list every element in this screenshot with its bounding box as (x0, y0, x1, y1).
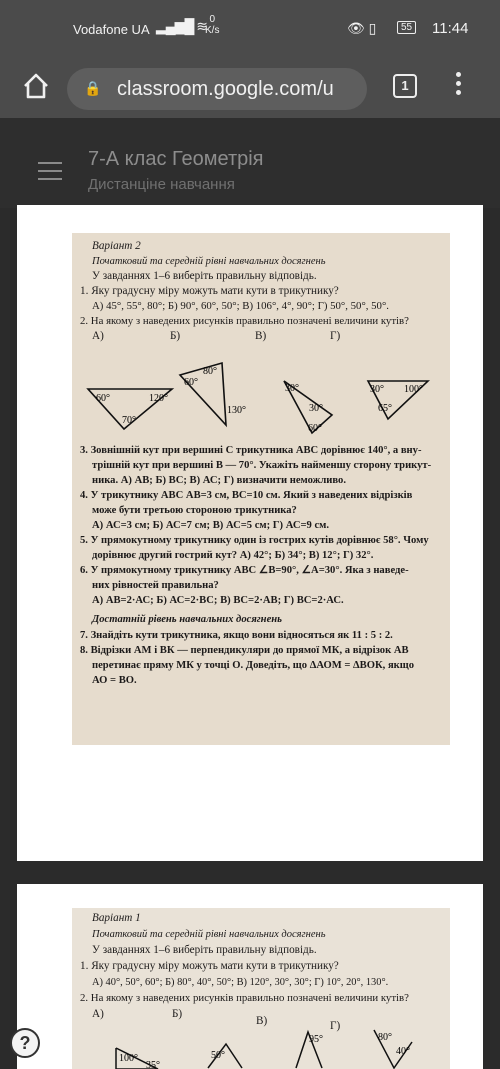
question-7: 7. Знайдіть кути трикутника, якщо вони відносяться як 11 : 5 : 2. (80, 630, 393, 641)
question-4-line-1: 4. У трикутнику АВС АВ=3 см, ВС=10 см. Який з наведених відрізків (80, 490, 413, 501)
figure-label-b: Б) (172, 1008, 183, 1020)
level-heading: Початковий та середній рівні навчальних досягнень (92, 929, 326, 940)
question-5-line-1: 5. У прямокутному трикутнику один із гострих кутів дорівнює 58°. Чому (80, 535, 429, 546)
class-title: 7-А клас Геометрія (88, 148, 264, 170)
overflow-menu-icon[interactable] (456, 72, 462, 102)
question-4-line-2: може бути третьою стороною трикутника? (92, 505, 297, 516)
battery-icon: 55 (397, 21, 416, 34)
variant-heading: Варіант 1 (92, 912, 141, 924)
figure-label-a: А) (92, 1008, 104, 1020)
question-8-line-1: 8. Відрізки АМ і ВК — перпендикуляри до прямої МК, а відрізок АВ (80, 645, 409, 656)
figure-label-c: В) (255, 330, 267, 342)
help-button[interactable]: ? (10, 1028, 40, 1058)
fig-b-angle-1: 60° (184, 377, 198, 388)
intro-text: У завданнях 1–6 виберіть правильну відповідь. (92, 270, 317, 282)
fig-a-angle-2: 35° (146, 1060, 160, 1069)
fig-d-angle-1: 80° (378, 1032, 392, 1043)
fig-a-angle-1: 60° (96, 393, 110, 404)
lock-icon: 🔒 (84, 80, 102, 96)
clock: 11:44 (432, 20, 469, 37)
fig-a-angle-3: 70° (122, 415, 136, 426)
fig-c-angle-3: 60° (308, 423, 322, 434)
variant-heading: Варіант 2 (92, 240, 141, 252)
question-1-options: А) 40°, 50°, 60°; Б) 80°, 40°, 50°; В) 120°, 30°, 30°; Г) 10°, 20°, 130°. (92, 977, 389, 988)
question-6-line-2: них рівностей правильна? (92, 580, 219, 591)
fig-c-angle-1: 95° (309, 1034, 323, 1045)
fig-d-angle-1: 30° (370, 384, 384, 395)
figure-label-c: В) (256, 1015, 268, 1027)
fig-c-angle-2: 30° (309, 403, 323, 414)
question-2: 2. На якому з наведених рисунків правильно позначені величини кутів? (80, 315, 409, 327)
fig-d-angle-2: 100° (404, 384, 423, 395)
fig-b-angle-1: 50° (211, 1050, 225, 1061)
fig-a-angle-2: 120° (149, 393, 168, 404)
question-6-line-1: 6. У прямокутному трикутнику АВС ∠В=90°, ∠А=30°. Яка з наведе- (80, 565, 409, 576)
triangle-figures (72, 345, 450, 437)
question-5-line-2: дорівнює другий гострий кут? А) 42°; Б) 34°; В) 12°; Г) 32°. (92, 550, 374, 561)
triangle-figures-2 (72, 1028, 450, 1069)
question-3-line-3: ника. А) АВ; Б) ВС; В) АС; Г) визначити неможливо. (92, 475, 346, 486)
status-bar (0, 0, 500, 58)
question-1: 1. Яку градусну міру можуть мати кути в трикутнику? (80, 285, 339, 297)
fig-d-angle-2: 40° (396, 1046, 410, 1057)
question-1: 1. Яку градусну міру можуть мати кути в трикутнику? (80, 960, 339, 972)
question-2: 2. На якому з наведених рисунків правильно позначені величини кутів? (80, 992, 409, 1004)
address-bar[interactable] (67, 68, 367, 110)
home-icon[interactable] (22, 72, 50, 100)
figure-label-d: Г) (330, 1020, 341, 1032)
signal-wifi-icon: ▂▄▆█ ≋ (156, 18, 207, 34)
question-8-line-2: перетинає пряму МК у точці О. Доведіть, що ΔАОМ = ΔВОК, якщо (92, 660, 415, 671)
hamburger-menu-icon[interactable] (38, 162, 62, 180)
fig-d-angle-3: 65° (378, 403, 392, 414)
classroom-header (0, 118, 500, 208)
network-speed: 0 K/s (205, 14, 220, 36)
figure-label-d: Г) (330, 330, 341, 342)
fig-c-angle-1: 30° (285, 383, 299, 394)
question-1-options: А) 45°, 55°, 80°; Б) 90°, 60°, 50°; В) 106°, 4°, 90°; Г) 50°, 50°, 50°. (92, 300, 389, 312)
question-3-line-1: 3. Зовнішній кут при вершині С трикутника АВС дорівнює 140°, а вну- (80, 445, 422, 456)
question-6-line-3: А) АВ=2·АС; Б) АС=2·ВС; В) ВС=2·АВ; Г) ВС=2·АС. (92, 595, 344, 606)
worksheet-photo-variant-1 (72, 908, 450, 1069)
intro-text: У завданнях 1–6 виберіть правильну відповідь. (92, 944, 317, 956)
fig-b-angle-3: 130° (227, 405, 246, 416)
figure-label-b: Б) (170, 330, 181, 342)
class-subtitle: Дистанціне навчання (88, 176, 235, 193)
question-4-line-3: А) АС=3 см; Б) АС=7 см; В) АС=5 см; Г) АС=9 см. (92, 520, 330, 531)
carrier-name: Vodafone UA (73, 22, 150, 37)
browser-toolbar (0, 58, 500, 118)
figure-label-a: А) (92, 330, 104, 342)
level-2-heading: Достатній рівень навчальних досягнень (92, 614, 282, 625)
worksheet-photo-variant-2 (72, 233, 450, 745)
fig-b-angle-2: 80° (203, 366, 217, 377)
question-8-line-3: АО = ВО. (92, 675, 137, 686)
fig-a-angle-1: 100° (119, 1053, 138, 1064)
eye-vibrate-icon: 👁 ▯ (347, 20, 377, 36)
url-text: classroom.google.com/u (117, 78, 334, 100)
level-heading: Початковий та середній рівні навчальних досягнень (92, 256, 326, 267)
tab-switcher-button[interactable]: 1 (393, 74, 417, 98)
question-3-line-2: трішній кут при вершині В — 70°. Укажіть найменшу сторону трикут- (92, 460, 432, 471)
